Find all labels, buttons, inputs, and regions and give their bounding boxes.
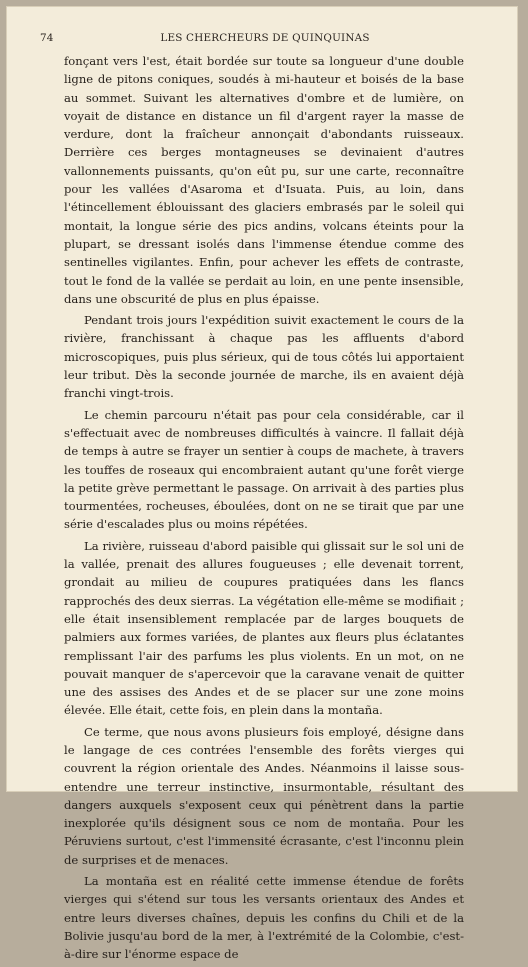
running-header bbox=[40, 32, 490, 46]
paragraph: Ce terme, que nous avons plusieurs fois employé, désigne dans le langage de ces contrées l'ensemble des forêts vierges qui couvrent la région orientale des Andes. Néanmoins il laisse sous-entendre une terreur instinctive, insurmontable, résultant des dangers auxquels s'exposent ceux qui pénètrent dans la partie inexplorée qu'ils désignent sous ce nom de montaña. Pour les Péruviens surtout, c'est l'immensité écrasante, c'est l'inconnu plein de surprises et de menaces. bbox=[64, 724, 464, 867]
paragraph: fonçant vers l'est, était bordée sur toute sa longueur d'une double ligne de pitons coniques, soudés à mi-hauteur et boisés de la base au sommet. Suivant les alternatives d'ombre et de lumière, on voyait de distance en distance un fil d'argent rayer la masse de verdure, dont la fraîcheur annonçait d'abondants ruisseaux. Derrière ces berges montagneuses se devinaient d'autres vallonnements puissants, qu'on eût pu, sur une carte, reconnaître pour les vallées d'Asaroma et d'Isuata. Puis, au loin, dans l'étincellement éblouissant des glaciers embrasés par le soleil qui montait, la longue série des pics andins, volcans éteints pour la plupart, se dressant isolés dans l'immense étendue comme des sentinelles vigilantes. Enfin, pour achever les effets de contraste, tout le fond de la vallée se perdait au loin, en une pente insensible, dans une obscurité de plus en plus épaisse. bbox=[64, 54, 464, 306]
book-page bbox=[6, 6, 518, 962]
running-title: LES CHERCHEURS DE QUINQUINAS bbox=[160, 32, 370, 44]
paragraph: Le chemin parcouru n'était pas pour cela considérable, car il s'effectuait avec de nombreuses difficultés à vaincre. Il fallait déjà de temps à autre se frayer un sentier à coups de machete, à travers les touffes de roseaux qui encombraient autant qu'une forêt vierge la petite grève permettant le passage. On arrivait à des parties plus tourmentées, rocheuses, éboulées, dont on ne se tirait que par une série d'escalades plus ou moins répétées. bbox=[64, 407, 464, 532]
paragraph: Pendant trois jours l'expédition suivit exactement le cours de la rivière, franchissant à chaque pas les affluents d'abord microscopiques, puis plus sérieux, qui de tous côtés lui apportaient leur tribut. Dès la seconde journée de marche, ils en avaient déjà franchi vingt-trois. bbox=[64, 313, 464, 401]
paragraph: La rivière, ruisseau d'abord paisible qui glissait sur le sol uni de la vallée, prenait des allures fougueuses ; elle devenait torrent, grondait au milieu de coupures pratiquées dans les flancs rapprochés des deux sierras. La végétation elle-même se modifiait ; elle était insensiblement remplacée par de larges bouquets de palmiers aux formes variées, de plantes aux fleurs plus éclatantes remplissant l'air des parfums les plus violents. En un mot, on ne pouvait manquer de s'apercevoir que la caravane venait de quitter une des assises des Andes et de se placer sur une zone moins élevée. Elle était, cette fois, en plein dans la montaña. bbox=[64, 538, 464, 718]
paragraph: La montaña est en réalité cette immense étendue de forêts vierges qui s'étend sur tous les versants orientaux des Andes et entre leurs diverses chaînes, depuis les confins du Chili et de la Bolivie jusqu'au bord de la mer, à l'extrémité de la Colombie, c'est-à-dire sur l'énorme espace de bbox=[64, 874, 464, 962]
body-text bbox=[64, 52, 464, 967]
page-number: 74 bbox=[40, 32, 54, 44]
